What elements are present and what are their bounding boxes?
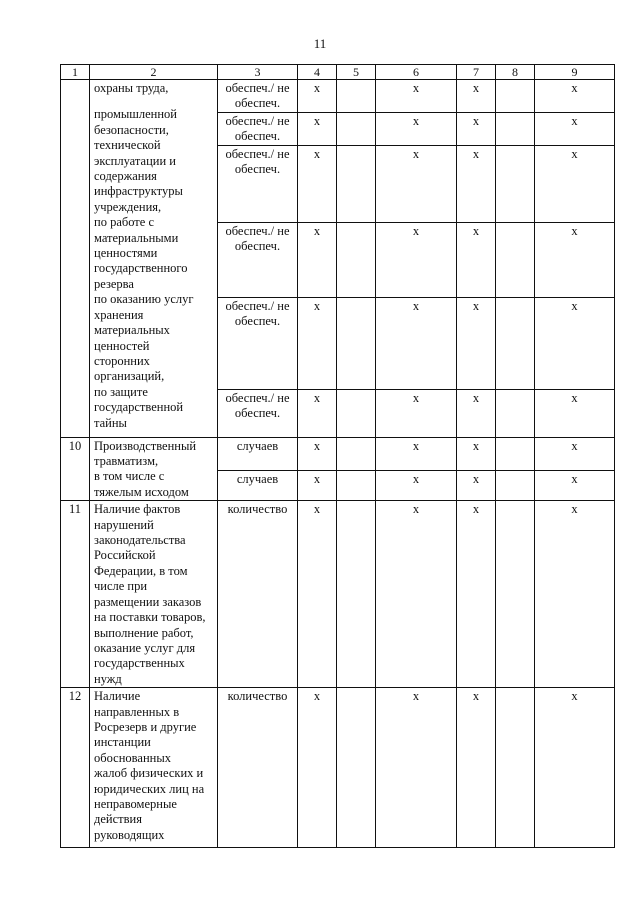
value-cell: x <box>535 145 615 222</box>
description-line: по работе с <box>94 215 154 230</box>
description-line: организаций, <box>94 369 165 384</box>
value-cell: x <box>298 145 337 222</box>
value-cell: x <box>457 112 496 145</box>
value-cell <box>496 471 535 501</box>
description-line: направленных в <box>94 704 180 719</box>
unit-cell: обеспеч./ не обеспеч. <box>218 145 298 222</box>
description-line: по защите <box>94 384 148 399</box>
unit-cell: обеспеч./ не обеспеч. <box>218 112 298 145</box>
unit-cell: обеспеч./ не обеспеч. <box>218 222 298 297</box>
value-cell: x <box>298 297 337 389</box>
value-cell <box>496 389 535 437</box>
value-cell: x <box>298 389 337 437</box>
description-line: Наличие фактов <box>94 502 181 517</box>
col-header-6: 6 <box>376 65 457 80</box>
value-cell: x <box>457 501 496 688</box>
unit-cell: случаев <box>218 471 298 501</box>
description-line: материальными <box>94 230 179 245</box>
description-line: резерва <box>94 276 134 291</box>
value-cell: x <box>298 501 337 688</box>
description-line: неправомерные <box>94 796 177 811</box>
table-row <box>61 437 615 470</box>
value-cell: x <box>376 222 457 297</box>
description-line: оказание услуг для <box>94 640 196 655</box>
value-cell: x <box>298 112 337 145</box>
description-line: Производственный <box>94 438 197 453</box>
description-line: государственных <box>94 656 185 671</box>
description-line: эксплуатации и <box>94 153 176 168</box>
description-line: юридических лиц на <box>94 781 205 796</box>
row-description <box>90 437 218 501</box>
value-cell: x <box>298 222 337 297</box>
value-cell: x <box>535 112 615 145</box>
col-header-7: 7 <box>457 65 496 80</box>
col-header-4: 4 <box>298 65 337 80</box>
description-line: государственной <box>94 400 184 415</box>
value-cell: x <box>457 389 496 437</box>
table-row <box>61 80 615 113</box>
value-cell: x <box>376 437 457 470</box>
value-cell <box>337 145 376 222</box>
col-header-8: 8 <box>496 65 535 80</box>
indicators-table <box>60 64 615 848</box>
row-number-cell: 12 <box>61 688 90 848</box>
description-line: тяжелым исходом <box>94 484 189 499</box>
value-cell: x <box>376 389 457 437</box>
unit-cell: обеспеч./ не обеспеч. <box>218 80 298 113</box>
col-header-5: 5 <box>337 65 376 80</box>
description-line: обоснованных <box>94 750 171 765</box>
value-cell <box>337 389 376 437</box>
value-cell: x <box>535 297 615 389</box>
description-line: ценностей <box>94 338 150 353</box>
description-line: материальных <box>94 323 170 338</box>
description-line: безопасности, <box>94 122 169 137</box>
value-cell: x <box>457 222 496 297</box>
value-cell: x <box>535 222 615 297</box>
table-row <box>61 501 615 688</box>
value-cell <box>337 80 376 113</box>
description-line: законодательства <box>94 533 186 548</box>
value-cell: x <box>535 471 615 501</box>
description-line: сторонних <box>94 353 150 368</box>
unit-cell: количество <box>218 501 298 688</box>
description-line: нарушений <box>94 517 154 532</box>
description-line: Росрезерв и другие <box>94 719 197 734</box>
value-cell <box>496 501 535 688</box>
value-cell: x <box>535 437 615 470</box>
value-cell: x <box>457 80 496 113</box>
description-line: жалоб физических и <box>94 766 204 781</box>
value-cell <box>496 297 535 389</box>
description-line: числе при <box>94 579 148 594</box>
unit-cell: количество <box>218 688 298 848</box>
unit-cell: обеспеч./ не обеспеч. <box>218 297 298 389</box>
value-cell: x <box>376 112 457 145</box>
description-line: Российской <box>94 548 156 563</box>
value-cell <box>496 145 535 222</box>
value-cell <box>337 688 376 848</box>
description-line: Федерации, в том <box>94 563 188 578</box>
value-cell <box>337 471 376 501</box>
table-row <box>61 688 615 848</box>
description-line: тайны <box>94 415 127 430</box>
row-number-cell <box>61 80 90 438</box>
value-cell: x <box>535 80 615 113</box>
description-line: на поставки товаров, <box>94 610 206 625</box>
value-cell: x <box>457 297 496 389</box>
value-cell: x <box>376 471 457 501</box>
unit-cell: обеспеч./ не обеспеч. <box>218 389 298 437</box>
col-header-1: 1 <box>61 65 90 80</box>
value-cell: x <box>457 145 496 222</box>
col-header-9: 9 <box>535 65 615 80</box>
description-line: инфраструктуры <box>94 184 183 199</box>
value-cell: x <box>376 80 457 113</box>
description-line: в том числе с <box>94 469 165 484</box>
description-line: Наличие <box>94 689 141 704</box>
value-cell: x <box>298 80 337 113</box>
description-line: руководящих <box>94 827 165 842</box>
value-cell: x <box>457 437 496 470</box>
description-line: травматизм, <box>94 454 159 469</box>
description-line: охраны труда, <box>94 81 169 95</box>
value-cell <box>496 688 535 848</box>
col-header-3: 3 <box>218 65 298 80</box>
value-cell <box>337 437 376 470</box>
value-cell: x <box>376 688 457 848</box>
description-line: выполнение работ, <box>94 625 194 640</box>
row-description <box>90 80 218 438</box>
row-description <box>90 501 218 688</box>
value-cell: x <box>457 688 496 848</box>
description-line: технической <box>94 138 161 153</box>
value-cell: x <box>535 688 615 848</box>
col-header-2: 2 <box>90 65 218 80</box>
value-cell: x <box>535 389 615 437</box>
value-cell: x <box>457 471 496 501</box>
description-line: учреждения, <box>94 199 162 214</box>
value-cell <box>496 80 535 113</box>
page-number: 11 <box>313 36 327 51</box>
row-description <box>90 688 218 848</box>
value-cell <box>337 112 376 145</box>
value-cell <box>337 297 376 389</box>
description-line: содержания <box>94 169 157 184</box>
value-cell <box>496 437 535 470</box>
value-cell: x <box>298 471 337 501</box>
description-line: размещении заказов <box>94 594 202 609</box>
row-number-cell: 11 <box>61 501 90 688</box>
value-cell: x <box>298 688 337 848</box>
unit-cell: случаев <box>218 437 298 470</box>
row-number-cell: 10 <box>61 437 90 501</box>
value-cell <box>337 501 376 688</box>
description-line: нужд <box>94 671 122 686</box>
value-cell: x <box>376 145 457 222</box>
description-line: ценностями <box>94 246 158 261</box>
value-cell: x <box>298 437 337 470</box>
description-line: по оказанию услуг <box>94 292 194 307</box>
description-line: действия <box>94 812 142 827</box>
value-cell: x <box>535 501 615 688</box>
description-line: инстанции <box>94 735 151 750</box>
value-cell: x <box>376 297 457 389</box>
value-cell <box>496 222 535 297</box>
column-number-row <box>61 65 615 80</box>
value-cell <box>337 222 376 297</box>
value-cell <box>496 112 535 145</box>
description-line: хранения <box>94 307 144 322</box>
value-cell: x <box>376 501 457 688</box>
description-line: государственного <box>94 261 188 276</box>
description-line: промышленной <box>94 107 177 122</box>
